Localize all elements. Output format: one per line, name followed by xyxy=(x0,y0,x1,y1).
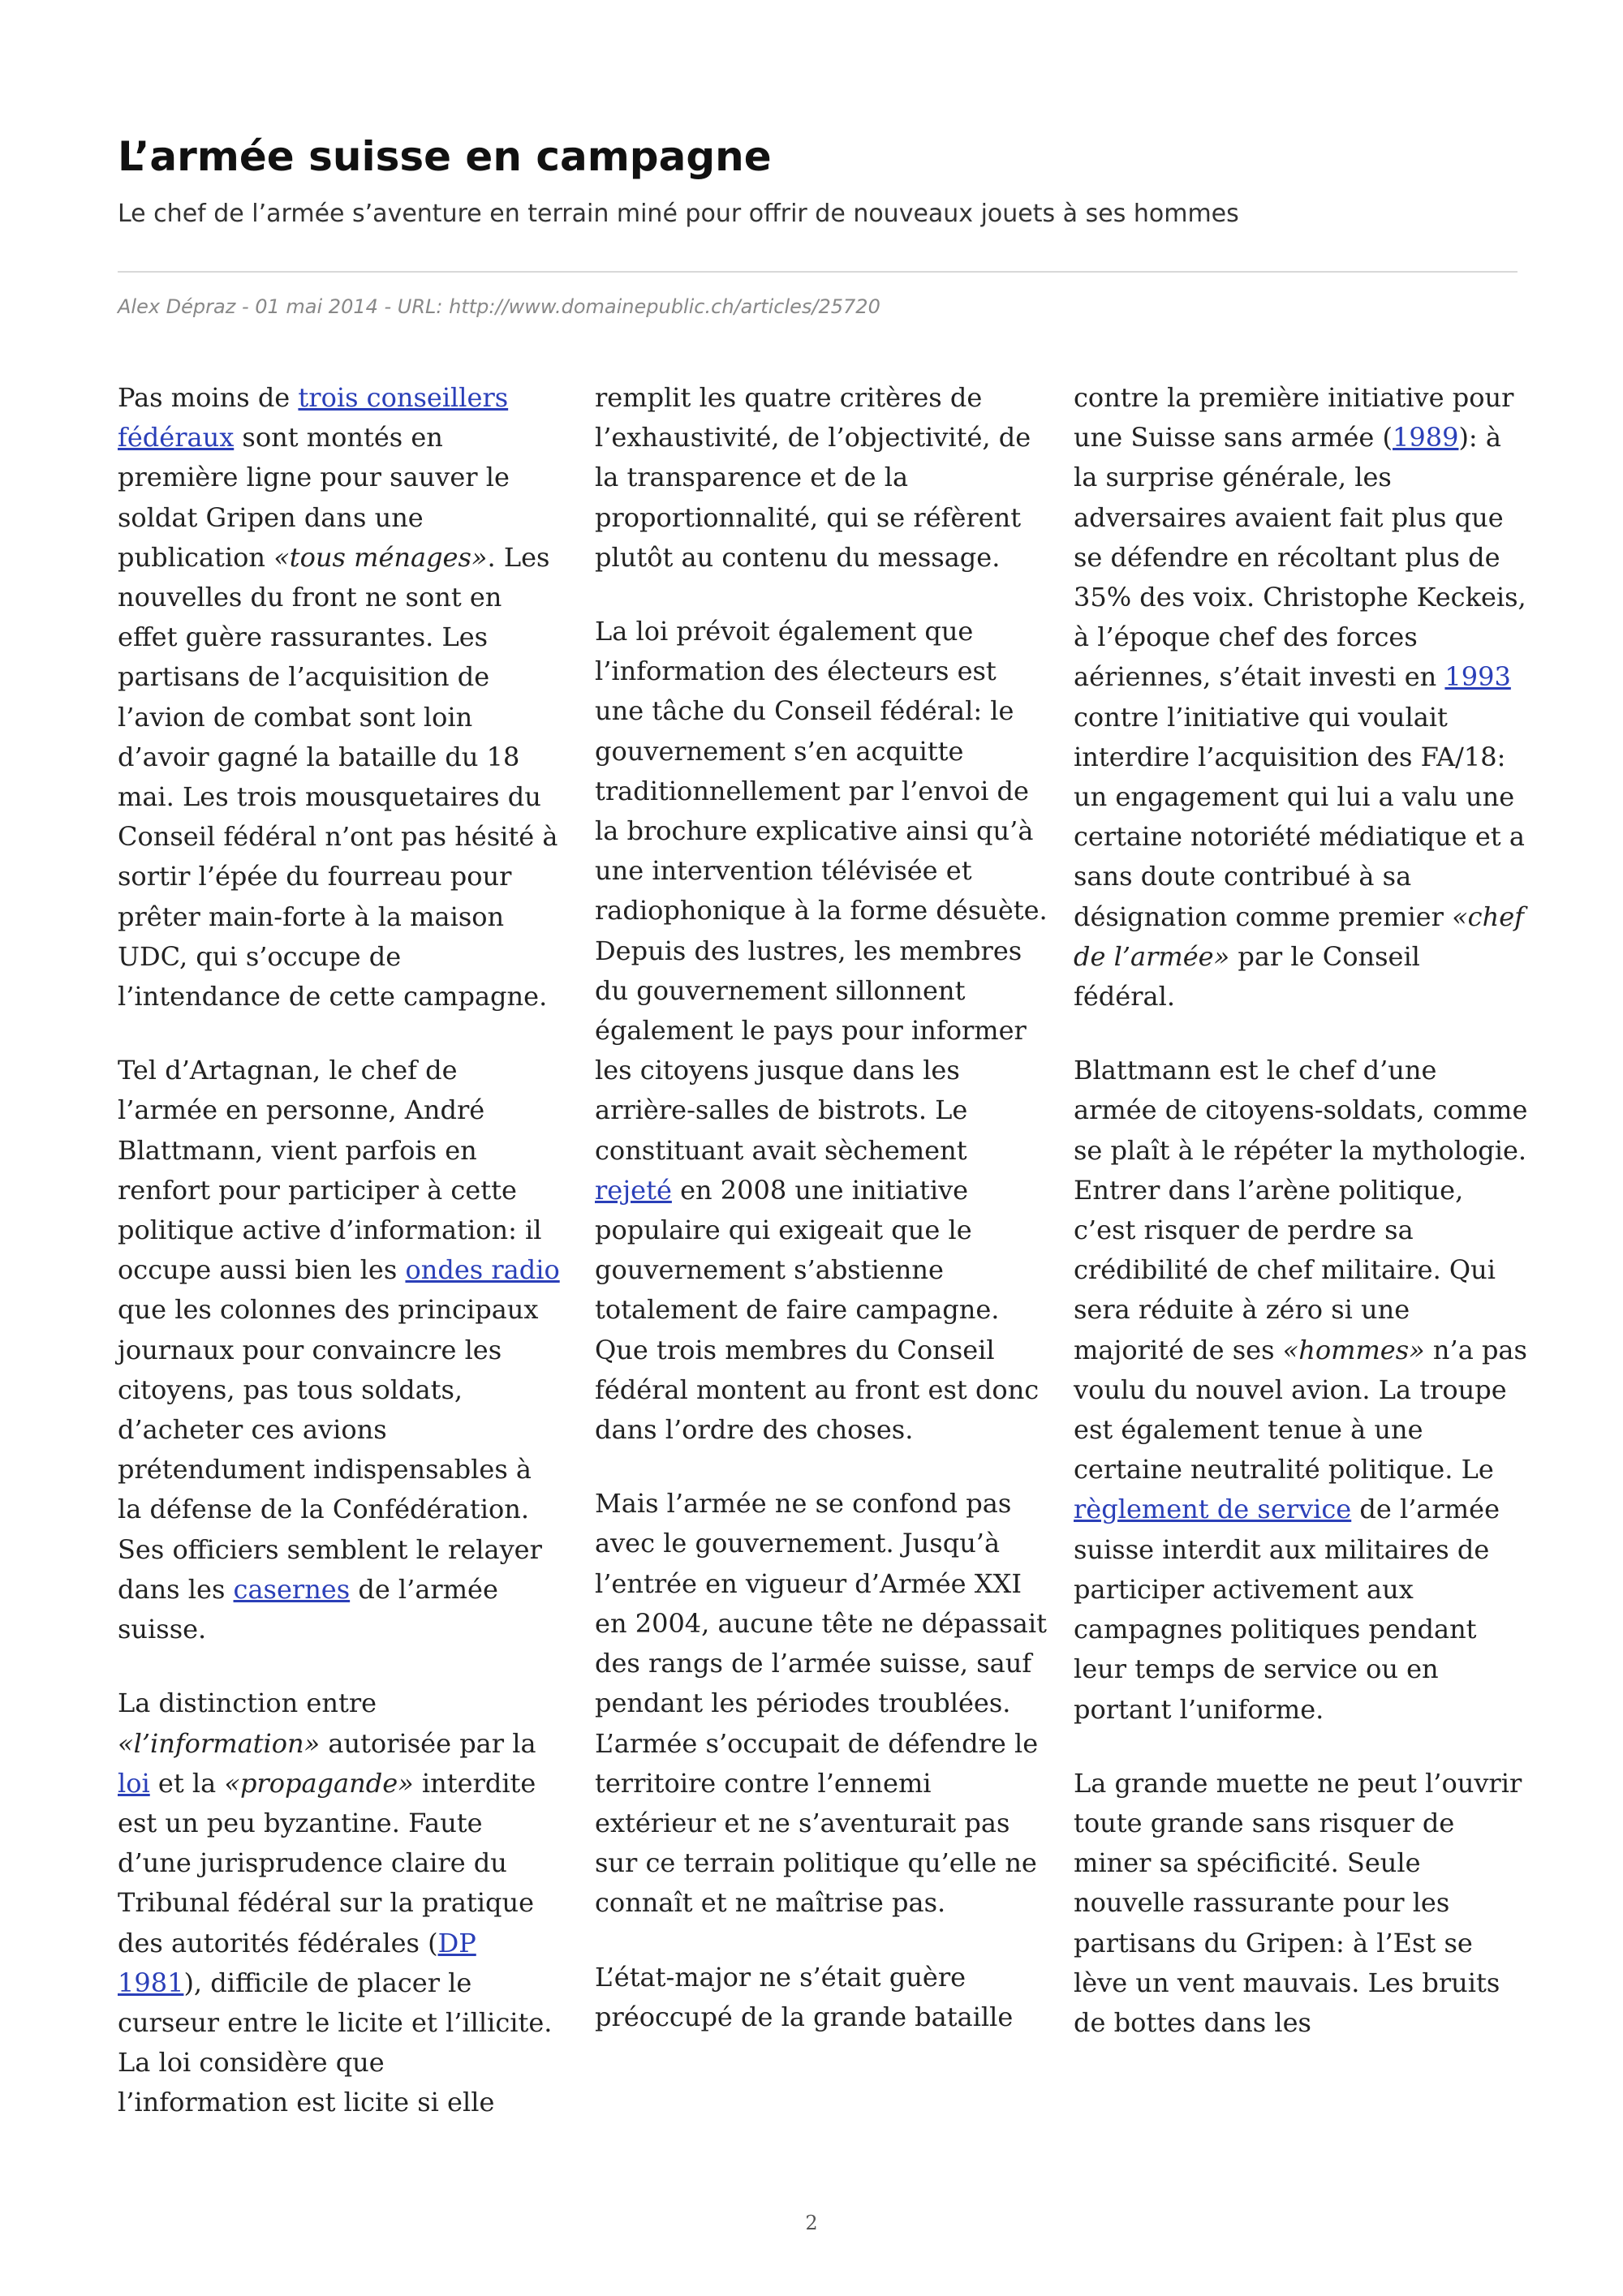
text-run: interdite est un peu byzantine. Faute d’une jurisprudence claire du Tribunal fédéral sur la pratique des autorités fédérales ( xyxy=(118,1767,536,1958)
paragraph xyxy=(118,378,560,1017)
link-trois-conseillers[interactable]: trois conseillers fédéraux xyxy=(118,382,509,454)
text-run: sont montés en première ligne pour sauver le soldat Gripen dans une publication xyxy=(118,422,510,573)
article-subtitle: Le chef de l’armée s’aventure en terrain miné pour offrir de nouveaux jouets à ses hommes xyxy=(118,200,1239,228)
link-loi[interactable]: loi xyxy=(118,1767,150,1799)
link-1993[interactable]: 1993 xyxy=(1444,661,1511,693)
text-run: en 2008 une initiative populaire qui exigeait que le gouvernement s’abstienne totalement de faire campagne. Que trois membres du Conseil fédéral montent au front est donc dans l’ordre des choses. xyxy=(595,1174,1040,1446)
article-page xyxy=(118,0,1528,2296)
text-run: contre l’initiative qui voulait interdire l’acquisition des FA/18: un engagement qui lui a valu une certaine notoriété médiatique et a sans doute contribué à sa désignation comme premier xyxy=(1074,701,1525,932)
text-run: n’a pas voulu du nouvel avion. La troupe est également tenue à une certaine neutralité politique. Le xyxy=(1074,1334,1527,1486)
link-dp-1981[interactable]: DP 1981 xyxy=(118,1927,476,1998)
text-run: La loi prévoit également que l’information des électeurs est une tâche du Conseil fédéral: le gouvernement s’en acquitte traditionnellement par l’envoi de la brochure explicative ainsi qu’à une intervention télévisée et radiophonique à la forme désuète. Depuis des lustres, les membres du gouvernement sillonnent également le pays pour informer les citoyens jusque dans les arrière-salles de bistrots. Le constituant avait sèchement xyxy=(595,616,1048,1166)
text-run: Tel d’Artagnan, le chef de l’armée en personne, André Blattmann, vient parfois en renfort pour participer à cette politique active d’information: il occupe aussi bien les xyxy=(118,1055,542,1286)
text-run: ), difficile de placer le curseur entre le licite et l’illicite. La loi considère que l’information est licite si elle xyxy=(118,1967,553,2118)
text-column-2 xyxy=(595,378,1049,2071)
text-column-3 xyxy=(1074,378,1528,2077)
text-run: La distinction entre xyxy=(118,1688,377,1719)
link-rejete[interactable]: rejeté xyxy=(595,1174,672,1206)
text-run: . Les nouvelles du front ne sont en effet guère rassurantes. Les partisans de l’acquisition de l’avion de combat sont loin d’avoir gagné la bataille du 18 mai. Les trois mousquetaires du Conseil fédéral n’ont pas hésité à sortir l’épée du fourreau pour prêter main-forte à la maison UDC, qui s’occupe de l’intendance de cette campagne. xyxy=(118,541,558,1013)
article-title: L’armée suisse en campagne xyxy=(118,133,772,180)
text-run: autorisée par la xyxy=(320,1727,536,1759)
link-casernes[interactable]: casernes xyxy=(233,1573,351,1605)
text-run: par le Conseil fédéral. xyxy=(1074,940,1420,1013)
link-1989[interactable]: 1989 xyxy=(1393,422,1459,454)
link-reglement-de-service[interactable]: règlement de service xyxy=(1074,1494,1352,1525)
paragraph: La grande muette ne peut l’ouvrir toute grande sans risquer de miner sa spécificité. Seule nouvelle rassurante pour les partisans du Gripen: à l’Est se lève un vent mauvais. Les bruits de bottes dans les xyxy=(1074,1767,1522,2038)
text-run: et la xyxy=(149,1767,225,1799)
emphasis-text: «tous ménages» xyxy=(273,541,488,573)
link-ondes-radio[interactable]: ondes radio xyxy=(405,1254,560,1286)
paragraph: Mais l’armée ne se confond pas avec le gouvernement. Jusqu’à l’entrée en vigueur d’Armée XXI en 2004, aucune tête ne dépassait des rangs de l’armée suisse, sauf pendant les périodes troublées. L’armée s’occupait de défendre le territoire contre l’ennemi extérieur et ne s’aventurait pas sur ce terrain politique qu’elle ne connaît et ne maîtrise pas. xyxy=(595,1488,1047,1919)
page-number: 2 xyxy=(805,2212,818,2234)
text-run: de l’armée suisse. xyxy=(118,1573,498,1645)
text-run: contre la première initiative pour une Suisse sans armée ( xyxy=(1074,382,1514,454)
header-divider xyxy=(118,271,1518,273)
text-run: que les colonnes des principaux journaux pour convaincre les citoyens, pas tous soldats, d’acheter ces avions prétendument indispensables à la défense de la Confédération. Ses officiers semblent le relayer dans les xyxy=(118,1294,542,1605)
paragraph: L’état-major ne s’était guère préoccupé de la grande bataille xyxy=(595,1961,1014,2032)
paragraph xyxy=(118,1683,560,2122)
emphasis-text: «propagande» xyxy=(224,1767,414,1799)
article-byline: Alex Dépraz - 01 mai 2014 - URL: http://www.domainepublic.ch/articles/25720 xyxy=(118,295,880,318)
emphasis-text: «hommes» xyxy=(1282,1334,1425,1365)
paragraph xyxy=(118,1051,560,1649)
text-run: Pas moins de xyxy=(118,382,299,413)
paragraph xyxy=(595,612,1049,1450)
paragraph: remplit les quatre critères de l’exhaustivité, de l’objectivité, de la transparence et de la proportionnalité, qui se réfèrent plutôt au contenu du message. xyxy=(595,382,1031,573)
paragraph xyxy=(1074,1051,1528,1729)
emphasis-text: «chef de l’armée» xyxy=(1074,901,1524,972)
emphasis-text: «l’information» xyxy=(118,1727,321,1759)
text-column-1 xyxy=(118,378,560,2157)
paragraph xyxy=(1074,378,1528,1017)
text-run: de l’armée suisse interdit aux militaires de participer activement aux campagnes politiques pendant leur temps de service ou en portant l’uniforme. xyxy=(1074,1494,1500,1725)
text-run: Blattmann est le chef d’une armée de citoyens-soldats, comme se plaît à le répéter la mythologie. Entrer dans l’arène politique, c’est risquer de perdre sa crédibilité de chef militaire. Qui sera réduite à zéro si une majorité de ses xyxy=(1074,1055,1528,1365)
text-run: ): à la surprise générale, les adversaires avaient fait plus que se défendre en récoltant plus de 35% des voix. Christophe Keckeis, à l’époque chef des forces aériennes, s’était investi en xyxy=(1074,422,1526,693)
